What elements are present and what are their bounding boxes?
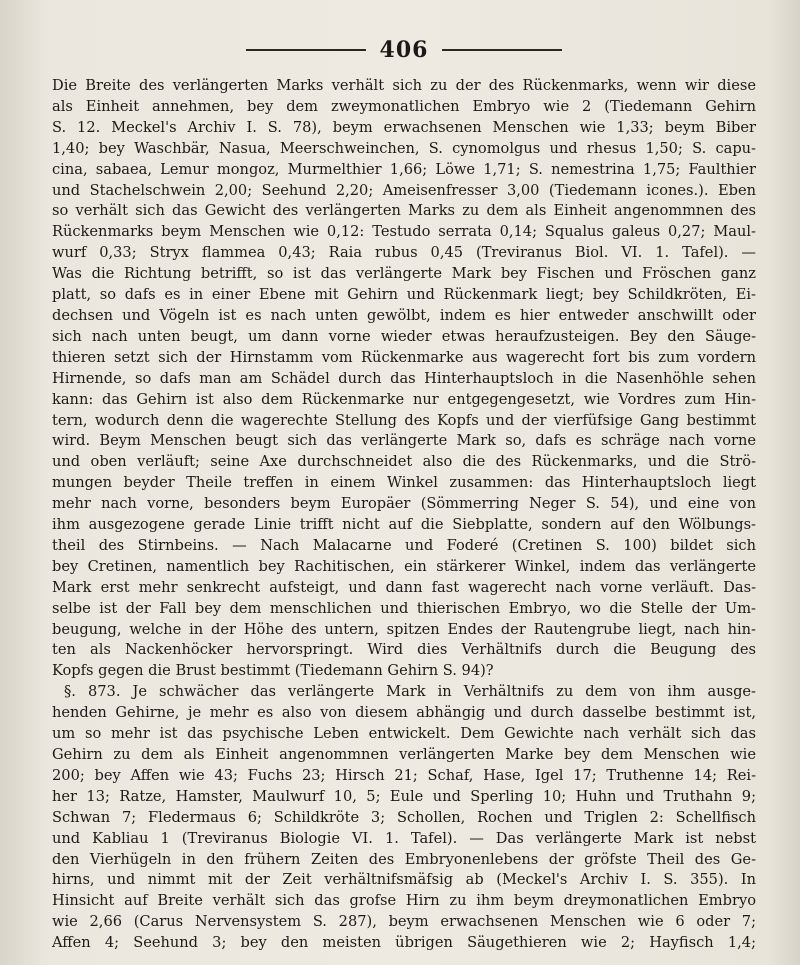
text-line: Kopfs gegen die Brust bestimmt (Tiedemann Gehirn S. 94)? [52, 662, 494, 680]
text-line: Schwan 7; Fledermaus 6; Schildkröte 3; Schollen, Rochen und Triglen 2: Schellfisch [52, 808, 756, 826]
text-line: cina, sabaea, Lemur mongoz, Murmelthier 1,66; Löwe 1,71; S. nemestrina 1,75; Faulthier [52, 160, 756, 178]
text-line: 1,40; bey Waschbär, Nasua, Meerschweinchen, S. cynomolgus und rhesus 1,50; S. capu- [52, 139, 756, 157]
text-line: mehr nach vorne, besonders beym Europäer (Sömmerring Neger S. 54), und eine von [52, 495, 756, 513]
text-line: Die Breite des verlängerten Marks verhält sich zu der des Rückenmarks, wenn wir diese [52, 77, 756, 94]
text-line: henden Gehirne, je mehr es also von diesem abhängig und durch dasselbe bestimmt ist, [52, 704, 756, 722]
text-line: wurf 0,33; Stryx flammea 0,43; Raia rubus 0,45 (Treviranus Biol. VI. 1. Tafel). — [52, 244, 756, 262]
text-line: her 13; Ratze, Hamster, Maulwurf 10, 5; Eule und Sperling 10; Huhn und Truthahn 9; [52, 787, 756, 805]
text-line: §. 873. Je schwächer das verlängerte Mark in Verhältnifs zu dem von ihm ausge- [64, 683, 756, 701]
text-line: beugung, welche in der Höhe des untern, spitzen Endes der Rautengrube liegt, nach hin- [52, 620, 756, 638]
text-line: und Stachelschwein 2,00; Seehund 2,20; Ameisenfresser 3,00 (Tiedemann icones.). Eben [52, 181, 756, 199]
text-line: bey Cretinen, namentlich bey Rachitischen, ein stärkerer Winkel, indem das verlängerte [52, 557, 756, 575]
text-line: Hirnende, so dafs man am Schädel durch das Hinterhauptsloch in die Nasenhöhle sehen [52, 369, 756, 387]
right-rule [442, 49, 562, 51]
text-line: thieren setzt sich der Hirnstamm vom Rückenmarke aus wagerecht fort bis zum vordern [52, 348, 756, 366]
text-line: wie 2,66 (Carus Nervensystem S. 287), beym erwachsenen Menschen wie 6 oder 7; [52, 913, 756, 931]
text-line: kann: das Gehirn ist also dem Rückenmarke nur entgegengesetzt, wie Vordres zum Hin- [52, 390, 756, 408]
text-line: ihm ausgezogene gerade Linie trifft nicht auf die Siebplatte, sondern auf den Wölbungs- [52, 516, 756, 534]
text-line: als Einheit annehmen, bey dem zweymonatlichen Embryo wie 2 (Tiedemann Gehirn [52, 97, 756, 115]
page-header [52, 30, 756, 70]
text-line: den Vierhügeln in den frühern Zeiten des Embryonenlebens der gröfste Theil des Ge- [52, 850, 756, 868]
text-line: Affen 4; Seehund 3; bey den meisten übrigen Säugethieren wie 2; Hayfisch 1,4; [52, 934, 756, 952]
text-line: Was die Richtung betrifft, so ist das verlängerte Mark bey Fischen und Fröschen ganz [52, 265, 756, 283]
text-line: Hinsicht auf Breite verhält sich das grofse Hirn zu ihm beym dreymonatlichen Embryo [52, 892, 756, 910]
body-text [52, 76, 756, 954]
text-line: 200; bey Affen wie 43; Fuchs 23; Hirsch 21; Schaf, Hase, Igel 17; Truthenne 14; Rei- [52, 766, 756, 784]
text-line: um so mehr ist das psychische Leben entwickelt. Dem Gewichte nach verhält sich das [52, 725, 756, 743]
text-line: platt, so dafs es in einer Ebene mit Gehirn und Rückenmark liegt; bey Schildkröten, Ei- [52, 286, 756, 304]
text-line: tern, wodurch denn die wagerechte Stellung des Kopfs und der vierfüfsige Gang bestimmt [52, 411, 756, 429]
text-line: S. 12. Meckel's Archiv I. S. 78), beym erwachsenen Menschen wie 1,33; beym Biber [52, 118, 756, 136]
text-line: wird. Beym Menschen beugt sich das verlängerte Mark so, dafs es schräge nach vorne [52, 432, 756, 450]
text-line: theil des Stirnbeins. — Nach Malacarne und Foderé (Cretinen S. 100) bildet sich [52, 536, 756, 554]
text-line: ten als Nackenhöcker hervorspringt. Wird dies Verhältnifs durch die Beugung des [52, 641, 756, 659]
page-number: 406 [379, 37, 429, 63]
text-line: und oben verläuft; seine Axe durchschneidet also die des Rückenmarks, und die Strö- [52, 453, 756, 471]
text-line: und Kabliau 1 (Treviranus Biologie VI. 1. Tafel). — Das verlängerte Mark ist nebst [52, 829, 756, 847]
text-line: dechsen und Vögeln ist es nach unten gewölbt, indem es hier entweder anschwillt oder [52, 306, 756, 324]
text-line: Gehirn zu dem als Einheit angenommnen verlängerten Marke bey dem Menschen wie [52, 746, 756, 763]
text-line: Mark erst mehr senkrecht aufsteigt, und dann fast wagerecht nach vorne verläuft. Das- [52, 578, 756, 596]
text-line: so verhält sich das Gewicht des verlängerten Marks zu dem als Einheit angenommnen des [52, 202, 756, 220]
text-line: mungen beyder Theile treffen in einem Winkel zusammen: das Hinterhauptsloch liegt [52, 474, 756, 492]
left-rule [246, 49, 366, 51]
text-line: selbe ist der Fall bey dem menschlichen und thierischen Embryo, wo die Stelle der Um- [52, 599, 756, 617]
text-line: sich nach unten beugt, um dann vorne wieder etwas heraufzusteigen. Bey den Säuge- [52, 327, 756, 345]
text-line: hirns, und nimmt mit der Zeit verhältnifsmäfsig ab (Meckel's Archiv I. S. 355). In [52, 871, 756, 889]
text-line: Rückenmarks beym Menschen wie 0,12: Testudo serrata 0,14; Squalus galeus 0,27; Maul- [52, 223, 756, 241]
